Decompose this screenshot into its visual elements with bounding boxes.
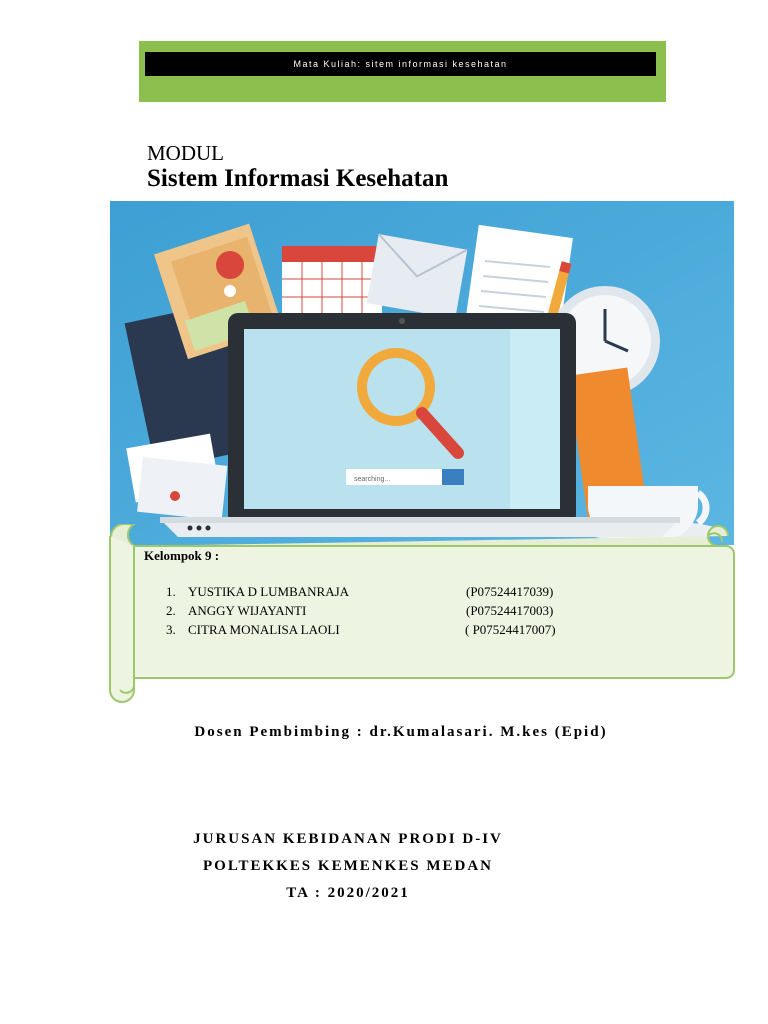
search-box: [346, 469, 464, 485]
member-number: 2.: [166, 603, 176, 618]
member-number: 1.: [166, 584, 176, 599]
institution-line: POLTEKKES KEMENKES MEDAN: [203, 858, 493, 874]
papers-left-icon: [126, 434, 227, 521]
modul-title: Sistem Informasi Kesehatan: [147, 165, 449, 192]
member-nim: (P07524417003): [466, 603, 554, 618]
header-band: [139, 41, 666, 102]
department-line: JURUSAN KEBIDANAN PRODI D-IV: [193, 831, 503, 847]
member-nim: (P07524417039): [466, 584, 554, 599]
modul-label: MODUL: [147, 141, 224, 165]
member-nim: ( P07524417007): [465, 622, 556, 637]
advisor-line: Dosen Pembimbing : dr.Kumalasari. M.kes (Epid): [194, 724, 608, 740]
group-title: Kelompok 9 :: [144, 548, 220, 563]
cover-illustration: [110, 201, 734, 545]
member-number: 3.: [166, 622, 176, 637]
member-name: YUSTIKA D LUMBANRAJA: [188, 584, 350, 599]
course-label: Mata Kuliah: sitem informasi kesehatan: [145, 52, 656, 76]
member-name: ANGGY WIJAYANTI: [188, 603, 307, 618]
member-name: CITRA MONALISA LAOLI: [188, 622, 340, 637]
academic-year-line: TA : 2020/2021: [286, 885, 410, 901]
svg-text:searching...: searching...: [354, 476, 391, 483]
